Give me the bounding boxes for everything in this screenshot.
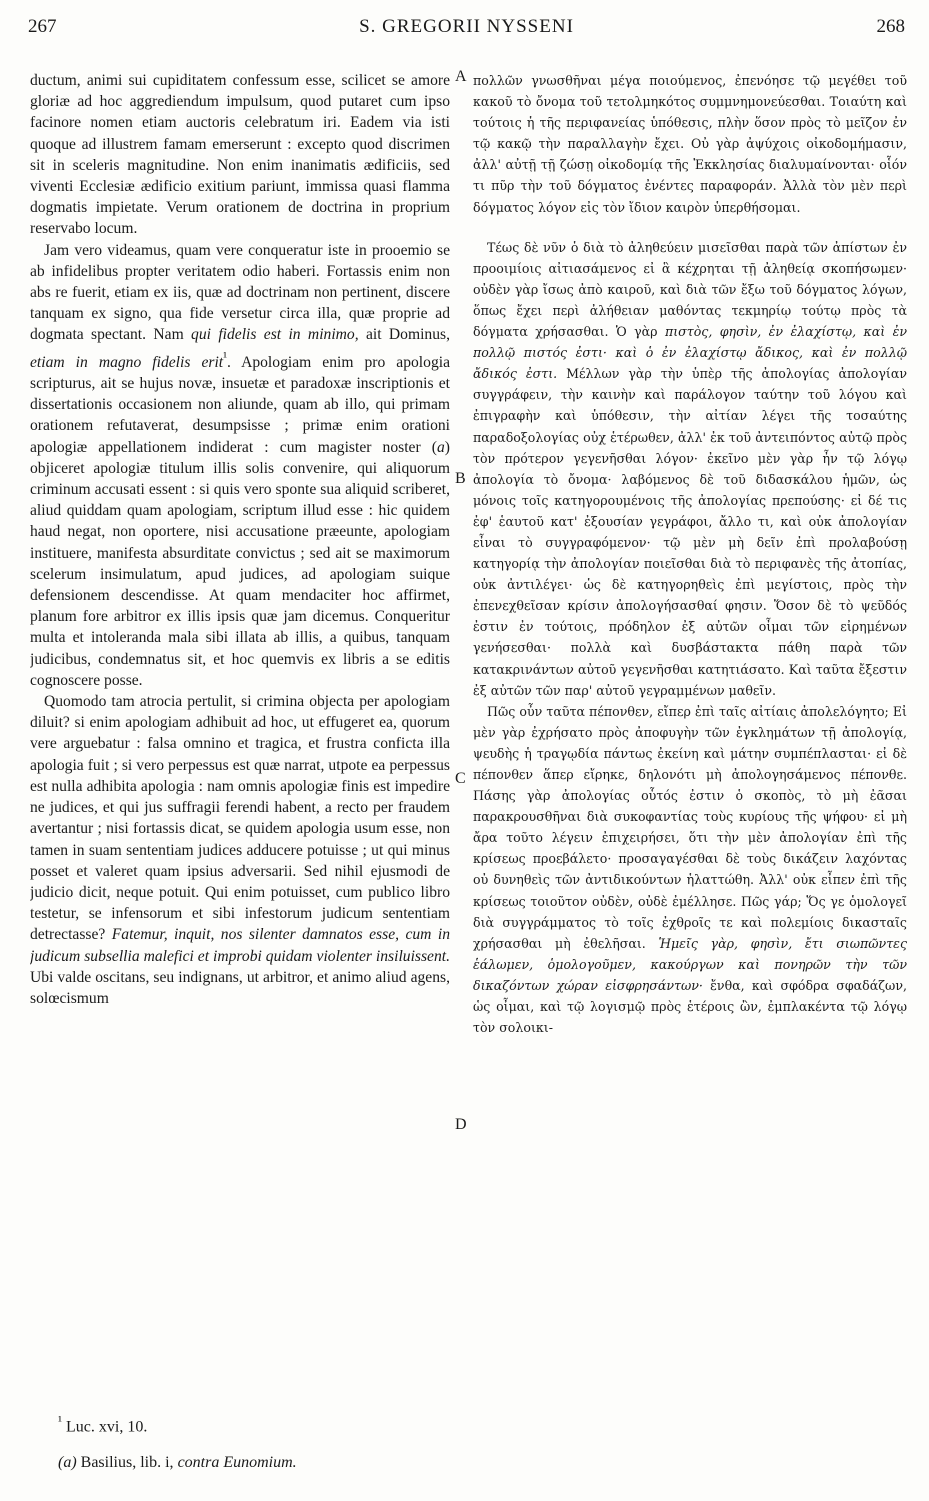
page-number-right: 268 (876, 16, 905, 37)
margin-marker-d: D (455, 1116, 467, 1133)
greek-paragraph-3: Πῶς οὖν ταῦτα πέπονθεν, εἴπερ ἐπὶ ταῖς αἰτίαις ἀπολελόγητο; Εἰ μὲν γὰρ ἐχρήσατο πρὸς ἀποφυγὴν τῶν ἐγκλημάτων τῇ ἀπολογίᾳ, ψευδὴς ἡ τραγῳδία πάντως ἐκείνη καὶ μάτην συμπέπλασται· εἰ δὲ πέπονθεν ἅπερ εἴρηκε, δηλονότι μὴ ἀπολογησάμενος πέπονθε. Πάσης γὰρ ἀπολογίας οὗτός ἐστιν ὁ σκοπὸς, τὸ μὴ ἐᾶσαι παρακρουσθῆναι διὰ συκοφαντίας τοὺς κυρίους τῆς ψήφου· εἰ μὴ ἄρα τοῦτο λέγειν ἐπιχειρήσει, ὅτι τὴν μὲν ἀπολογίαν ἐπὶ τῆς κρίσεως προεβάλετο· προσαγαγέσθαι δὲ τοὺς δικάζειν λαχόντας οὐ δυνηθεὶς τῶν ἀντιδικούντων ἡλαττώθη. Ἀλλ' οὐκ εἶπεν ἐπὶ τῆς κρίσεως τοιοῦτον οὐδὲν, οὐδὲ ἐμέλλησε. Πῶς γάρ; Ὅς γε ὁμολογεῖ διὰ συγγράμματος τὸ τοῖς ἐχθροῖς τε καὶ πολεμίοις δικασταῖς χρήσασθαι μὴ ἐθελῆσαι. Ἡμεῖς γὰρ, φησὶν, ἔτι σιωπῶντες ἑάλωμεν, ὁμολογοῦμεν, κακούργων καὶ πονηρῶν τὴν τῶν δικαζόντων χώραν εἰσφρησάντων· ἔνθα, καὶ σφόδρα σφαδάζων, ὡς οἶμαι, καὶ τῷ λογισμῷ πρὸς ἑτέροις ὢν, ἐμπλακέντα τῷ λόγῳ τὸν σολοικι- (473, 703, 907, 1036)
greek-quote: πιστὸς, φησὶν, ἐν ἐλαχίστῳ, καὶ ἐν πολλῷ πιστός ἐστι· καὶ ὁ ἐν ἐλαχίστῳ ἄδικος, καὶ ἐν πολλῷ ἄδικός ἐστι. (473, 324, 907, 382)
latin-paragraph-1: ductum, animi sui cupiditatem confessum esse, scilicet se amore gloriæ ad hoc aggrediendum impulsum, quod putaret cum ipso facinore nomen etiam auctoris celebratum iri. Eadem via isti quoque ad illustrem famam emerserunt : excepto quod discrimen sit in sceleris magnitudine. Non enim inanimatis ædificiis, sed viventi Ecclesiæ ædificio exitium pariunt, immissa quasi flamma dogmatis impietate. Verum orationem de doctrina in proprium reservabo locum. (30, 72, 450, 238)
greek-paragraph-2: Τέως δὲ νῦν ὁ διὰ τὸ ἀληθεύειν μισεῖσθαι παρὰ τῶν ἀπίστων ἐν προοιμίοις αἰτιασάμενος εἰ ἃ κέχρηται τῇ ἀληθείᾳ σκοπήσωμεν· οὐδὲν γὰρ ἴσως ἀπὸ καιροῦ, καὶ διὰ τῶν ἔξω τοῦ δόγματος λόγων, ὅπως ἔχει περὶ ἀλήθειαν μαθόντας τεκμηρίῳ τούτῳ πρὸς τὰ δόγματα χρήσασθαι. Ὁ γὰρ πιστὸς, φησὶν, ἐν ἐλαχίστῳ, καὶ ἐν πολλῷ πιστός ἐστι· καὶ ὁ ἐν ἐλαχίστῳ ἄδικος, καὶ ἐν πολλῷ ἄδικός ἐστι. Μέλλων γὰρ τὴν ὑπὲρ τῆς ἀπολογίας ἀπολογίαν συγγράφειν, τὴν καινὴν καὶ παράλογον ταύτην τοῦ λόγου καὶ ἐπιγραφὴν καὶ ὑπόθεσιν, τὴν αἰτίαν λέγει τῆς τοσαύτης παραδοξολογίας οὐχ ἑτέρωθεν, ἀλλ' ἐκ τοῦ ἀντειπόντος αὐτῷ πρὸς τὸν πρότερον γεγενῆσθαι λόγον· ἐκεῖνο μὲν γὰρ ἦν τῷ λόγῳ ἀπολογία τὸ ὄνομα· λαβόμενος δὲ τοῦ διδασκάλου ἡμῶν, ὡς μόνοις τοῖς κατηγορουμένοις τῆς ἀπολογίας πρεπούσης· εἰ δέ τις ἐφ' ἑαυτοῦ κατ' ἐξουσίαν γεγράφοι, ἄλλο τι, καὶ οὐκ ἀπολογίαν εἶναι τὸ συγγραφόμενον· τῷ μὲν μὴ δεῖν ἐπὶ προλαβούσῃ κατηγορίᾳ τὴν ἀπολογίαν ποιεῖσθαι διὰ τὸ περιφανὲς τῆς ἀτοπίας, οὐκ ἀντιλέγει· ὡς δὲ κατηγορηθεὶς ἐπὶ μεγίστοις, πρὸς τὴν ἐπενεχθεῖσαν κρίσιν ἀπολογήσασθαί φησιν. Ὅσον δὲ τὸ ψεῦδός ἐστιν ἐν τούτοις, πρόδηλον ἐξ αὐτῶν οἶμαι τῶν εἰρημένων γενήσεσθαι· πολλὰ καὶ δυσβάστακτα πάθη παρὰ τῶν κατακρινάντων αὐτοῦ γεγενῆσθαι κατητιάσατο. Καὶ ταῦτα ἔξεστιν ἐξ αὐτῶν τῶν παρ' αὐτοῦ γεγραμμένων μαθεῖν. (473, 239, 907, 698)
running-title: S. GREGORII NYSSENI (359, 16, 574, 37)
footnote-a: (a) Basilius, lib. i, contra Eunomium. (58, 1454, 297, 1472)
latin-quote-3: Fatemur, inquit, nos silenter damnatos esse, cum in judicum subsellia malefici et improbi quidam violenter insiluissent. (30, 926, 450, 965)
footnote-ref: ¹ (223, 348, 228, 364)
latin-paragraph-2: Jam vero videamus, quam vere conqueratur iste in prooemio se ab infidelibus propter veritatem odio haberi. Fortassis enim non abs re fuerit, etiam ex iis, quæ ad doctrinam non pertinent, discere tanquam ex signo, qua fide versetur circa illa, quæ proprie ad dogmata spectant. Nam qui fidelis est in minimo, ait Dominus, etiam in magno fidelis erit$^{^1}$. Apologiam enim pro apologia scripturus, ait se hujus novæ, insuetæ et paradoxæ inscriptionis et dissertationis occasionem non aliunde, quam ab illo, qui primam orationem refutaverat, desumpsisse ; primæ enim orationi apologiæ appellationem indiderat : cum magister noster (a) objiceret apologiæ titulum illis solis convenire, qui aliquorum criminum accusati essent : si quis vero sponte sua aliquid scriberet, aliud quiddam quam apologiam, scriptum illud esse : hic quidem haud negat, non oportere, nisi accusatione præeunte, apologiam instituere, manifesta absurditate convictus ; sed ait se maximorum scelerum insimulatum, apud judices, ad apologiam suique defensionem descendisse. At quam mendaciter hoc affirmet, planum fore arbitror ex illis ipsis quæ jam dicemus. Conqueritur multa et intoleranda mala sibi illata ab illis, a quibus, tanquam judicibus, condemnatus sit, et hoc quemvis ex libris a se editis cognoscere posse. (30, 241, 450, 689)
greek-column (473, 70, 907, 1400)
latin-column (30, 70, 450, 1400)
latin-paragraph-3: Quomodo tam atrocia pertulit, si crimina objecta per apologiam diluit? si enim apologiam adhibuit ad hoc, ut effugeret ea, quorum vere arguebatur : falsa omnino et tragica, et frustra conficta illa apologia fuit ; si vero perpessus est quæ narrat, utpote ea perpessus est nulla adhibita apologia : nam omnis apologiæ finis est impedire ne judices, et qui jus suffragii ferendi habent, a recto per fraudem avertantur ; nisi fortassis dicat, se quidem apologia usum esse, non tamen in suam sententiam judices adducere potuisse ; ut qui minus posset et valeret quam ipsius adversarii. Sed nihil ejusmodi de judicio dicit, neque potuit. Qui enim potuisset, cum publico libro testetur, se infensorum et sibi infestorum judicum sententiam detrectasse? Fatemur, inquit, nos silenter damnatos esse, cum in judicum subsellia malefici et improbi quidam violenter insiluissent. Ubi valde oscitans, seu indignans, ut arbitror, et animo aliud agens, solœcismum (30, 693, 450, 1007)
latin-quote: qui fidelis est in minimo, (191, 326, 359, 344)
margin-marker-b: B (455, 470, 466, 487)
page-header (28, 8, 905, 38)
margin-marker-c: C (455, 770, 466, 787)
latin-quote-2: etiam in magno fidelis erit (30, 353, 224, 371)
margin-marker-a: A (455, 68, 467, 85)
greek-quote-2: Ἡμεῖς γὰρ, φησὶν, ἔτι σιωπῶντες ἑάλωμεν, ὁμολογοῦμεν, κακούργων καὶ πονηρῶν τὴν τῶν δικαζόντων χώραν εἰσφρησάντων· (473, 935, 907, 993)
greek-paragraph-1: πολλῶν γνωσθῆναι μέγα ποιούμενος, ἐπενόησε τῷ μεγέθει τοῦ κακοῦ τὸ ὄνομα τοῦ τετολμηκότος συμμνημονεύεσθαι. Τοιαύτη καὶ τούτοις ἡ τῆς περιφανείας ὑπόθεσις, πλὴν ὅσον πρὸς τὸ μεῖζον ἐν τῷ κακῷ τὴν παραλλαγὴν ἔχει. Οὐ γὰρ ἀψύχοις οἰκοδομήμασιν, ἀλλ' αὐτῇ τῇ ζώσῃ οἰκοδομίᾳ τῆς Ἐκκλησίας διαλυμαίνονται· οἷόν τι πῦρ τὴν τοῦ δόγματος ἐνέντες παραφοράν. Ἀλλὰ τὸν μὲν περὶ δόγματος λόγον εἰς τὸν ἴδιον καιρὸν ὑπερθήσομαι. (473, 73, 907, 215)
note-ref: a (437, 438, 445, 456)
page-number-left: 267 (28, 16, 57, 37)
footnote-1: $^{^1}$ Luc. xvi, 10. (58, 1413, 148, 1436)
footnotes (58, 1410, 478, 1488)
